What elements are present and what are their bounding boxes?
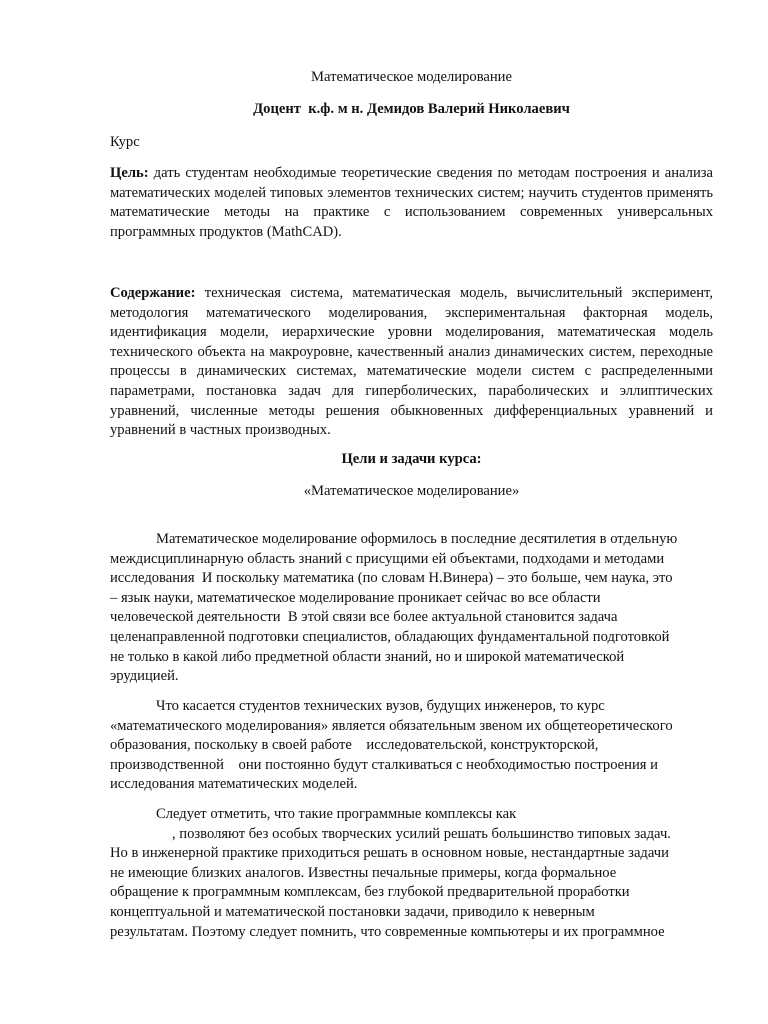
paragraph-1-line: не только в какой либо предметной области знаний, но и широкой математической xyxy=(110,648,625,665)
author-line: Доцент к.ф. м н. Демидов Валерий Николаевич xyxy=(253,101,570,117)
paragraph-3-line: , позволяют без особых творческих усилий решать большинство типовых задач. xyxy=(172,825,671,842)
paragraph-2 xyxy=(110,697,713,795)
paragraph-3 xyxy=(110,805,713,942)
paragraph-1-line: – язык науки, математическое моделирование проникает сейчас во все области xyxy=(110,589,601,606)
paragraph-2-line: «математического моделирования» является обязательным звеном их общетеоретического xyxy=(110,717,673,734)
paragraph-1-line: исследования И поскольку математика (по словам Н.Винера) – это больше, чем наука, это xyxy=(110,570,673,587)
paragraph-3-line: результатам. Поэтому следует помнить, что современные компьютеры и их программное xyxy=(110,923,665,940)
goal-paragraph xyxy=(110,164,713,242)
paragraph-2-line: исследования математических моделей. xyxy=(110,776,358,793)
goal-text: дать студентам необходимые теоретические сведения по методам построения и анализа математических моделей типовых элементов технических систем; научить студентов применять математические методы на практике с использованием современных универсальных программных продуктов (MathCAD). xyxy=(110,165,713,240)
paragraph-1-line: междисциплинарную область знаний с присущими ей объектами, подходами и методами xyxy=(110,550,665,567)
paragraph-1-line: целенаправленной подготовки специалистов, обладающих фундаментальной подготовкой xyxy=(110,628,670,645)
content-paragraph xyxy=(110,284,713,441)
content-label: Содержание: xyxy=(110,285,196,301)
paragraph-1-line: человеческой деятельности В этой связи все более актуальной становится задача xyxy=(110,609,618,626)
paragraph-1-line: Математическое моделирование оформилось в последние десятилетия в отдельную xyxy=(156,531,678,547)
paragraph-1-line: эрудицией. xyxy=(110,668,179,685)
paragraph-3-line: обращение к программным комплексам, без глубокой предварительной проработки xyxy=(110,884,630,901)
paragraph-3-line: концептуальной и математической постановки задачи, приводило к неверным xyxy=(110,903,595,920)
content-text: техническая система, математическая модель, вычислительный эксперимент, методология математического моделирования, экспериментальная факторная модель, идентификация модели, иерархические уровни моделирования, математическая модель технического объекта на макроуровне, качественный анализ динамических систем, переходные процессы в динамических системах, математические модели систем с распределенными параметрами, постановка задач для гиперболических, параболических и эллиптических уравнений, численные методы решения обыкновенных дифференциальных уравнений и уравнений в частных производных. xyxy=(110,285,713,439)
paragraph-3-line: не имеющие близких аналогов. Известны печальные примеры, когда формальное xyxy=(110,864,617,881)
paragraph-2-line: Что касается студентов технических вузов, будущих инженеров, то курс xyxy=(156,698,605,714)
paragraph-2-line: производственной они постоянно будут сталкиваться с необходимостью построения и xyxy=(110,756,658,773)
course-name: «Математическое моделирование» xyxy=(303,483,520,499)
paragraph-2-line: образования, поскольку в своей работе исследовательской, конструкторской, xyxy=(110,737,599,754)
paragraph-3-line: Но в инженерной практике приходиться решать в основном новые, нестандартные задачи xyxy=(110,845,669,862)
paragraph-3-line: Следует отметить, что такие программные комплексы как xyxy=(156,806,517,822)
document-title: Математическое моделирование xyxy=(311,69,512,85)
goals-heading: Цели и задачи курса: xyxy=(341,451,482,467)
course-label: Курс xyxy=(110,134,140,150)
goal-label: Цель: xyxy=(110,165,149,181)
paragraph-1 xyxy=(110,530,713,687)
